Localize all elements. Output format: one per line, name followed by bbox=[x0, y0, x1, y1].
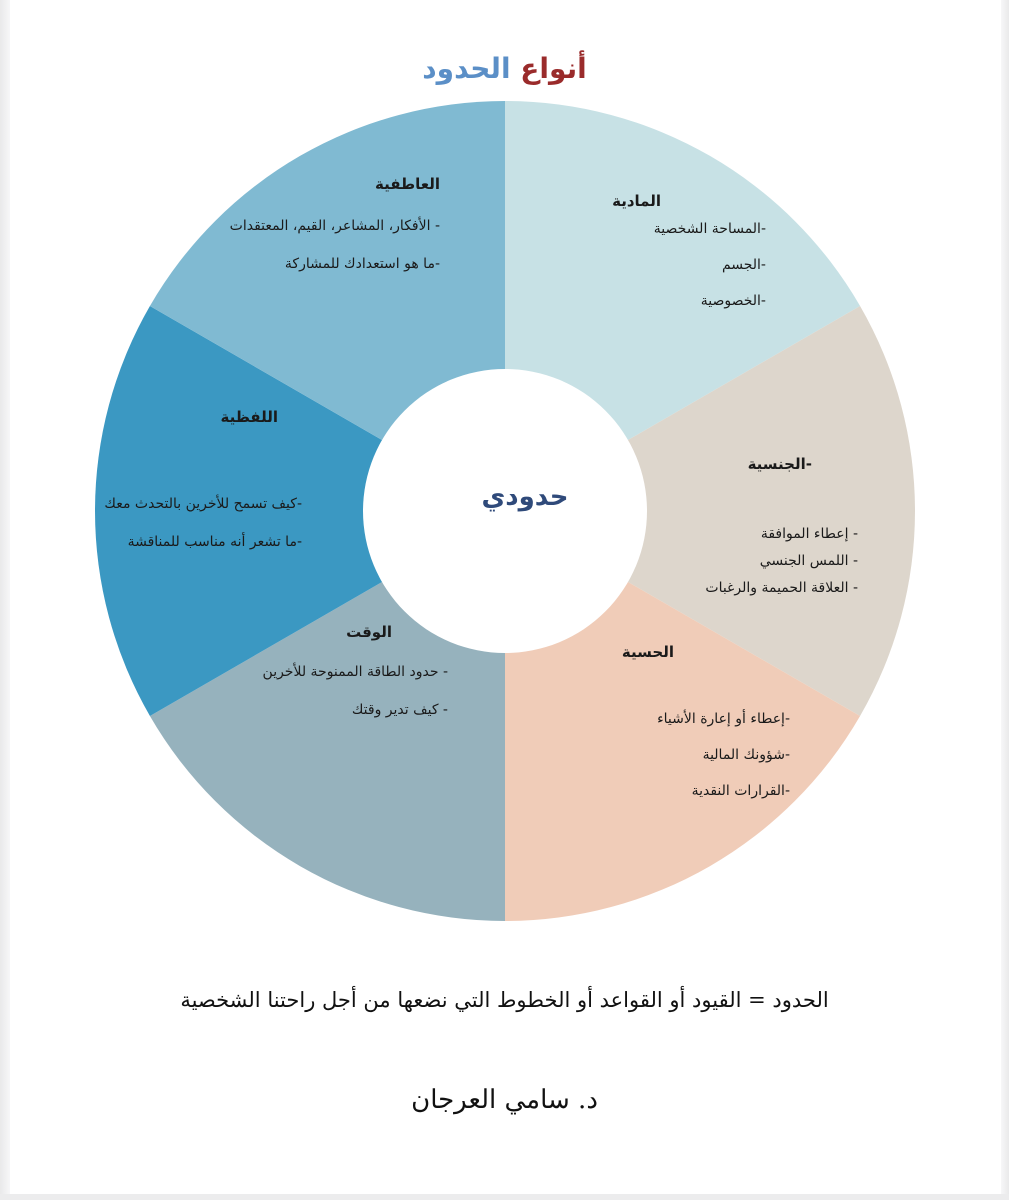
segment-title-verbal: اللفظية bbox=[220, 408, 278, 426]
segment-item-emotional: -ما هو استعدادك للمشاركة bbox=[284, 256, 440, 272]
definition-text: الحدود = القيود أو القواعد أو الخطوط التي نضعها من أجل راحتنا الشخصية bbox=[180, 988, 829, 1012]
segment-item-physical: -المساحة الشخصية bbox=[653, 221, 766, 237]
segment-item-sexual: - اللمس الجنسي bbox=[759, 553, 858, 569]
segment-title-emotional: العاطفية bbox=[374, 175, 440, 193]
segment-item-material: -القرارات النقدية bbox=[691, 783, 790, 799]
title-word-boundaries: الحدود bbox=[422, 52, 511, 85]
segment-title-time: الوقت bbox=[346, 623, 392, 641]
center-label: حدودي bbox=[481, 482, 569, 512]
segment-item-time: - كيف تدير وقتك bbox=[351, 702, 448, 718]
title-word-types: أنواع bbox=[520, 52, 587, 85]
segment-item-verbal: -ما تشعر أنه مناسب للمناقشة bbox=[127, 534, 302, 550]
segment-item-time: - حدود الطاقة الممنوحة للأخرين bbox=[262, 664, 448, 680]
segment-title-physical: المادية bbox=[612, 192, 661, 210]
segment-item-material: -شؤونك المالية bbox=[702, 747, 790, 763]
segment-item-physical: -الخصوصية bbox=[700, 293, 766, 309]
segment-item-sexual: - العلاقة الحميمة والرغبات bbox=[705, 580, 858, 596]
author-name: د. سامي العرجان bbox=[411, 1085, 598, 1115]
segment-title-material: الحسية bbox=[621, 643, 674, 661]
segment-item-material: -إعطاء أو إعارة الأشياء bbox=[657, 711, 790, 727]
segment-item-emotional: - الأفكار، المشاعر، القيم، المعتقدات bbox=[229, 218, 440, 234]
segment-item-sexual: - إعطاء الموافقة bbox=[760, 526, 858, 542]
segment-item-verbal: -كيف تسمح للأخرين بالتحدث معك bbox=[104, 496, 302, 512]
segment-title-sexual: -الجنسية bbox=[747, 455, 812, 473]
segment-item-physical: -الجسم bbox=[721, 257, 766, 273]
